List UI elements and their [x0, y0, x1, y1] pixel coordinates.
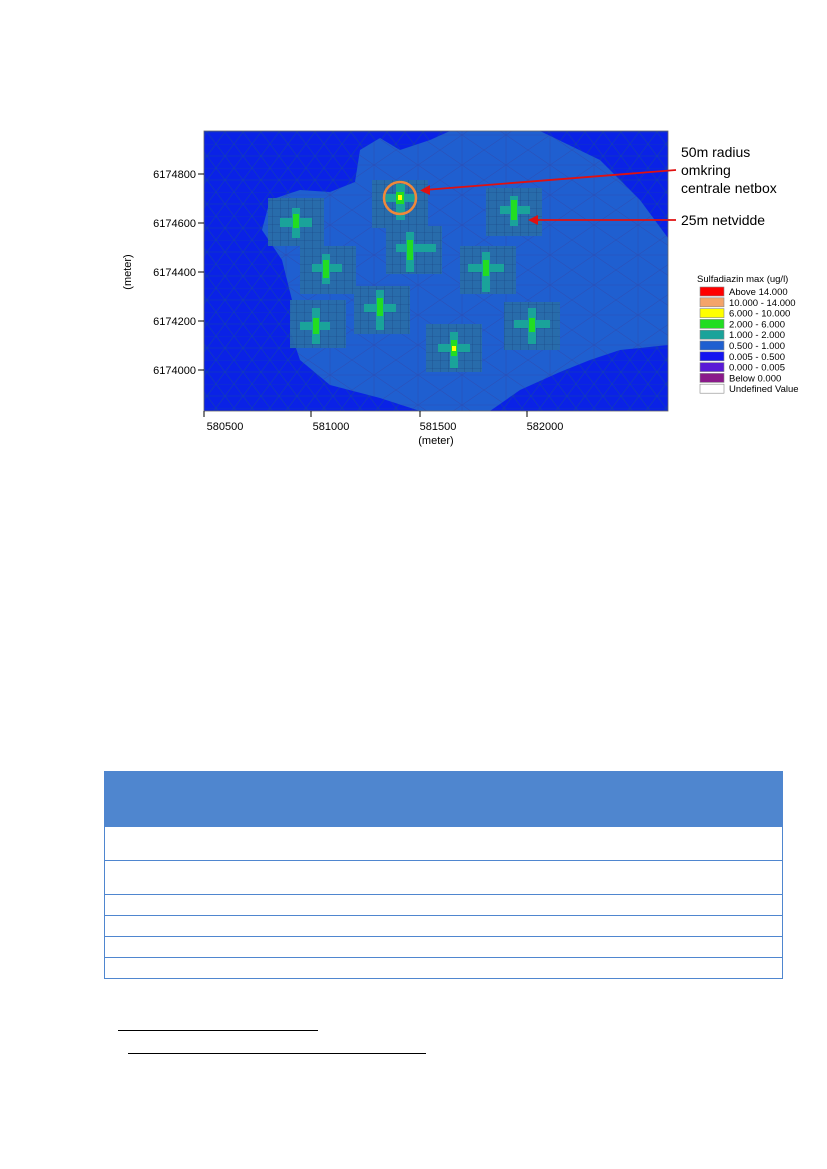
y-tick-label: 6174800 — [153, 169, 196, 181]
legend-label: 1.000 - 2.000 — [729, 330, 785, 342]
table-row — [105, 937, 783, 958]
y-tick-label: 6174200 — [153, 316, 196, 328]
legend-swatch — [700, 373, 724, 382]
legend-label: 0.000 - 0.005 — [729, 362, 785, 374]
table-row — [105, 916, 783, 937]
annotation-radius-line-1: 50m radius — [681, 144, 751, 160]
y-tick-label: 6174000 — [153, 365, 196, 377]
x-tick-label: 580500 — [206, 421, 244, 433]
footnote-rule — [128, 1053, 426, 1054]
annotation-radius-line-3: centrale netbox — [681, 180, 777, 196]
legend-swatch — [700, 319, 724, 328]
table-header-cell — [293, 772, 379, 827]
x-axis-label: (meter) — [418, 435, 454, 447]
data-table — [104, 771, 782, 979]
y-axis-label: (meter) — [122, 254, 134, 290]
legend-swatch — [700, 287, 724, 296]
table-header-cell — [501, 772, 571, 827]
table-header-cell — [657, 772, 783, 827]
concentration-map-figure — [0, 0, 827, 470]
legend-label: 0.500 - 1.000 — [729, 341, 785, 352]
x-tick-label: 581500 — [419, 421, 457, 433]
table-header-cell — [105, 772, 203, 827]
legend-label: 6.000 - 10.000 — [729, 308, 791, 320]
footnote-rule — [118, 1030, 318, 1031]
legend-swatch — [700, 330, 724, 339]
legend-swatch — [700, 341, 724, 350]
legend-swatch — [700, 352, 724, 361]
legend-label: 0.005 - 0.500 — [729, 351, 785, 363]
table-header-row — [105, 772, 783, 827]
y-tick-label: 6174400 — [153, 267, 196, 279]
legend-swatch — [700, 298, 724, 307]
table-row — [105, 958, 783, 979]
x-axis — [204, 411, 563, 447]
table-header-cell — [379, 772, 501, 827]
table-row — [105, 895, 783, 916]
map-area — [204, 131, 668, 411]
table-row — [105, 861, 783, 895]
table-row — [105, 827, 783, 861]
y-tick-label: 6174600 — [153, 218, 196, 230]
legend-swatch — [700, 363, 724, 372]
legend-swatch — [700, 309, 724, 318]
annotation-radius-line-2: omkring — [681, 162, 731, 178]
legend-label: Above 14.000 — [729, 287, 788, 298]
legend-label: 2.000 - 6.000 — [729, 319, 785, 331]
legend-title: Sulfadiazin max (ug/l) — [697, 274, 789, 285]
x-tick-label: 581000 — [312, 421, 350, 433]
legend — [697, 274, 799, 395]
annotation-grid-label: 25m netvidde — [681, 212, 766, 228]
legend-label: Below 0.000 — [729, 373, 782, 385]
y-axis — [122, 169, 204, 377]
x-tick-label: 582000 — [526, 421, 564, 433]
legend-label: 10.000 - 14.000 — [729, 297, 796, 309]
table-header-cell — [571, 772, 657, 827]
table-header-cell — [203, 772, 293, 827]
legend-swatch — [700, 384, 724, 393]
legend-label: Undefined Value — [729, 384, 799, 396]
